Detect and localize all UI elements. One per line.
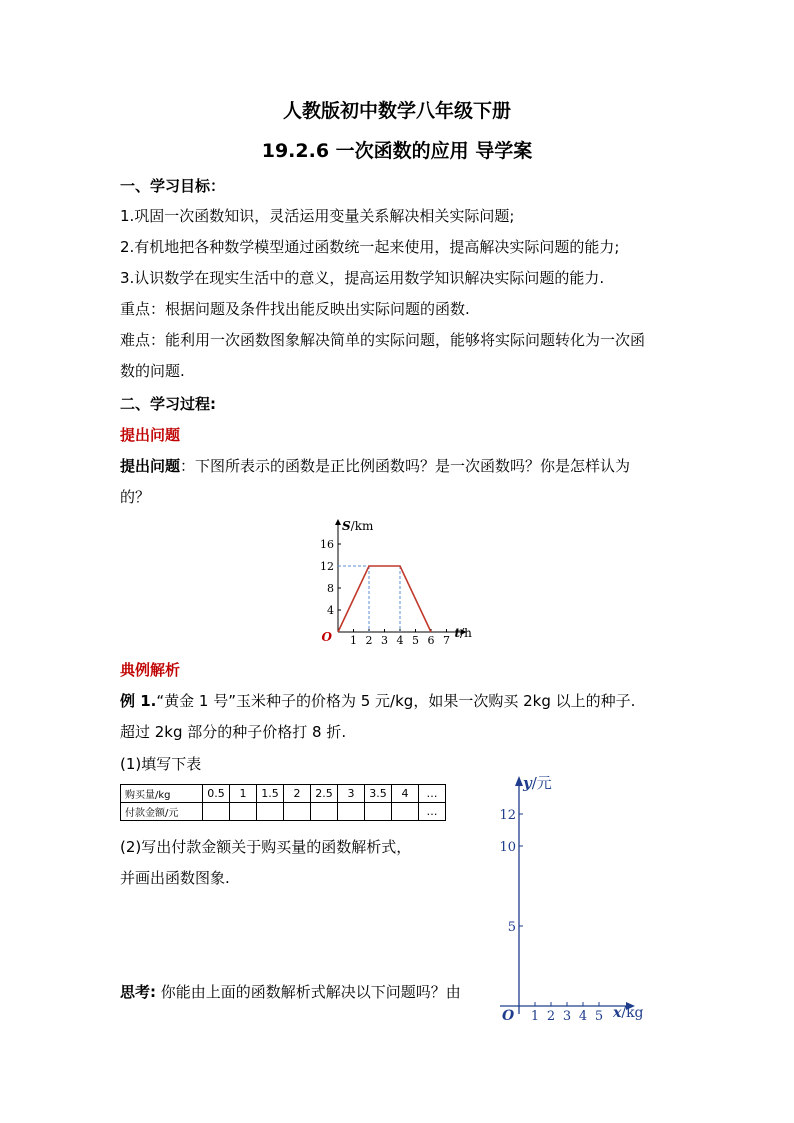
x-tick-label: 1 [350, 634, 357, 646]
y-axis-label: y/元 [523, 774, 552, 792]
difficulty-line-2: 数的问题. [120, 362, 185, 380]
section-heading-process: 二、学习过程: [120, 395, 216, 413]
table-cell: 4 [392, 785, 419, 803]
y-tick-label: 8 [327, 582, 334, 595]
table-cell: 3.5 [365, 785, 392, 803]
document-subtitle: 19.2.6 一次函数的应用 导学案 [261, 140, 533, 162]
y-tick-label: 5 [507, 920, 516, 935]
key-point: 重点：根据问题及条件找出能反映出实际问题的函数. [120, 300, 470, 318]
x-tick-label: 5 [412, 634, 419, 646]
difficulty-line-1: 难点：能利用一次函数图象解决简单的实际问题，能够将实际问题转化为一次函 [120, 331, 646, 349]
distance-series-line [338, 566, 431, 632]
x-tick-label: 6 [427, 634, 435, 646]
table-cell-empty[interactable] [392, 803, 419, 821]
x-tick-label: 3 [381, 634, 388, 646]
y-axis-arrow [515, 776, 523, 786]
y-tick-label: 16 [320, 538, 334, 551]
think-text: 你能由上面的函数解析式解决以下问题吗？由 [156, 983, 461, 1001]
objective-item-3: 3.认识数学在现实生活中的意义，提高运用数学知识解决实际问题的能力. [120, 269, 605, 287]
example-line-2: 超过 2kg 部分的种子价格打 8 折. [120, 723, 347, 741]
table-header-payment: 付款金额/元 [121, 803, 203, 821]
table-cell-empty[interactable] [284, 803, 311, 821]
payment-quantity-axes [492, 770, 662, 1026]
y-axis-arrow [335, 519, 341, 525]
y-tick-label: 12 [499, 808, 516, 823]
x-tick-label: 3 [562, 1009, 572, 1024]
x-tick-label: 4 [396, 634, 404, 646]
question-label: 提出问题 [120, 457, 181, 475]
section-heading-objectives: 一、学习目标： [120, 177, 226, 195]
table-cell-empty[interactable] [311, 803, 338, 821]
table-cell: … [419, 803, 446, 821]
table-cell-empty[interactable] [365, 803, 392, 821]
y-tick-label: 12 [320, 560, 334, 573]
table-cell: 1 [230, 785, 257, 803]
x-axis-label: x/kg [613, 1005, 644, 1021]
y-axis-label: S/km [342, 519, 374, 533]
question-line-1 [120, 456, 630, 476]
x-axis-label: t/h [454, 626, 472, 640]
x-tick-label: 2 [546, 1009, 556, 1024]
table-header-quantity: 购买量/kg [121, 785, 203, 803]
objective-item-2: 2.有机地把各种数学模型通过函数统一起来使用，提高解决实际问题的能力; [120, 238, 620, 256]
x-tick-label: 7 [443, 634, 450, 646]
origin-label: O [502, 1008, 515, 1024]
table-cell: … [419, 785, 446, 803]
table-cell-empty[interactable] [257, 803, 284, 821]
distance-time-chart [318, 516, 478, 646]
example-heading: 典例解析 [120, 661, 181, 679]
document-title: 人教版初中数学八年级下册 [282, 100, 511, 122]
question-line-2: 的？ [120, 488, 151, 506]
think-label: 思考: [120, 983, 156, 1001]
write-function-line-1: (2)写出付款金额关于购买量的函数解析式， [120, 838, 412, 856]
example-line-1 [120, 691, 635, 711]
example-label: 例 1. [120, 692, 157, 710]
table-cell: 2.5 [311, 785, 338, 803]
table-cell: 1.5 [257, 785, 284, 803]
x-tick-label: 5 [594, 1009, 604, 1024]
raise-question-heading: 提出问题 [120, 426, 181, 444]
origin-label: O [321, 630, 332, 644]
fill-table-instruction: (1)填写下表 [120, 755, 202, 773]
x-tick-label: 1 [530, 1009, 540, 1024]
y-tick-label: 4 [327, 604, 334, 617]
table-cell-empty[interactable] [203, 803, 230, 821]
table-cell: 3 [338, 785, 365, 803]
question-text: ：下图所表示的函数是正比例函数吗？是一次函数吗？你是怎样认为 [180, 457, 631, 475]
write-function-line-2: 并画出函数图象. [120, 869, 230, 887]
table-row [121, 785, 446, 803]
y-tick-label: 10 [499, 840, 516, 855]
x-tick-label: 4 [578, 1009, 588, 1024]
table-cell-empty[interactable] [338, 803, 365, 821]
table-cell: 2 [284, 785, 311, 803]
x-tick-label: 2 [365, 634, 373, 646]
example-text: “黄金 1 号”玉米种子的价格为 5 元/kg，如果一次购买 2kg 以上的种子. [156, 692, 636, 710]
table-row [121, 803, 446, 821]
objective-item-1: 1.巩固一次函数知识，灵活运用变量关系解决相关实际问题; [120, 207, 515, 225]
table-cell: 0.5 [203, 785, 230, 803]
think-line [120, 982, 461, 1002]
table-cell-empty[interactable] [230, 803, 257, 821]
purchase-table [120, 784, 446, 821]
